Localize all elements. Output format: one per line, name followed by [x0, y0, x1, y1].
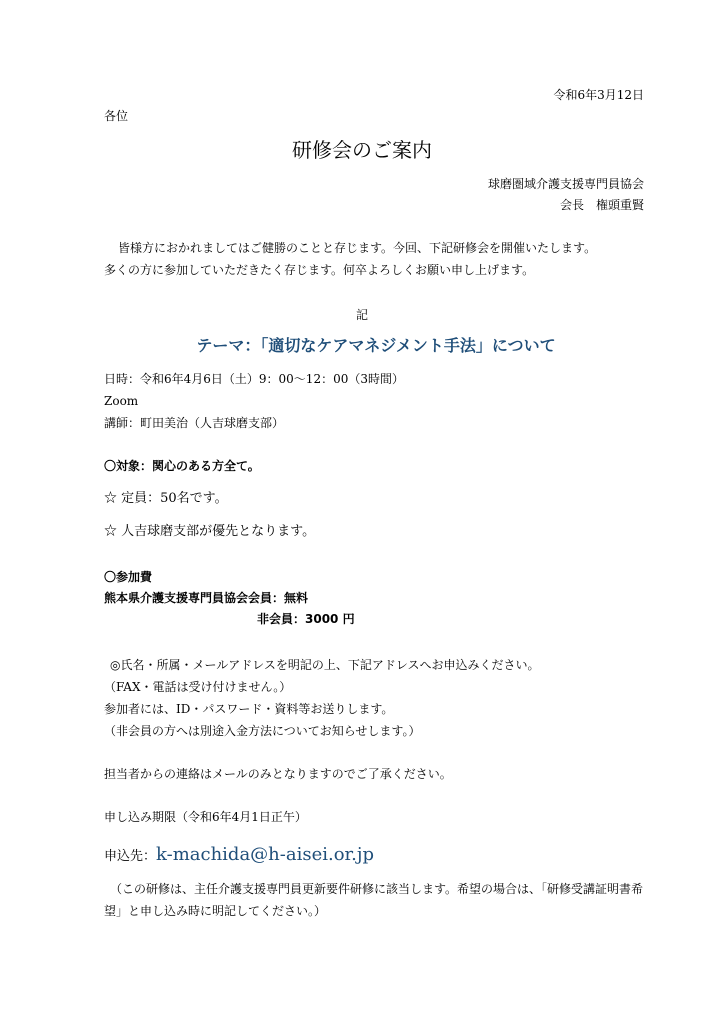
capacity-note: ☆ 定員：50名です。: [104, 491, 228, 506]
greeting-line-2: 多くの方に参加していただきたく存じます。何卒よろしくお願い申し上げます。: [104, 263, 535, 277]
application-materials: 参加者には、ID・パスワード・資料等お送りします。: [104, 702, 394, 716]
application-no-fax: （FAX・電話は受け付けません。）: [104, 680, 292, 694]
greeting-line-1: 皆様方におかれましてはご健勝のことと存じます。今回、下記研修会を開催いたします。: [118, 241, 597, 255]
email-label: 申込先：: [104, 849, 157, 864]
president-name: 会長 権頭重賢: [559, 198, 644, 212]
application-instructions: ◎氏名・所属・メールアドレスを明記の上、下記アドレスへお申込みください。: [110, 658, 540, 672]
application-payment-note: （非会員の方へは別途入金方法についてお知らせします。）: [104, 724, 421, 738]
event-venue: Zoom: [104, 394, 139, 408]
theme-heading: テーマ：「適切なケアマネジメント手法」について: [196, 336, 556, 355]
fee-heading: 〇参加費: [104, 570, 153, 584]
email-link[interactable]: k-machida@h-aisei.or.jp: [156, 844, 374, 865]
priority-note: ☆ 人吉球磨支部が優先となります。: [104, 524, 316, 539]
fee-nonmember: 非会員：3000 円: [257, 612, 355, 626]
addressee: 各位: [104, 109, 129, 123]
target-audience: 〇対象：関心のある方全て。: [104, 459, 260, 473]
footnote-line-1: （この研修は、主任介護支援専門員更新要件研修に該当します。希望の場合は、「研修受講証明書希: [110, 882, 644, 896]
document-date: 令和6年3月12日: [553, 88, 644, 102]
ki-mark: 記: [355, 308, 368, 322]
fee-member: 熊本県介護支援専門員協会会員：無料: [104, 591, 309, 605]
footnote-line-2: 望」と申し込み時に明記してください。）: [104, 904, 327, 918]
contact-note: 担当者からの連絡はメールのみとなりますのでご了承ください。: [104, 767, 452, 781]
organization-name: 球磨圏域介護支援専門員協会: [487, 177, 644, 191]
application-deadline: 申し込み期限（令和6年4月1日正午）: [104, 810, 307, 824]
page-title: 研修会のご案内: [292, 138, 432, 162]
application-address: [104, 844, 374, 866]
event-lecturer: 講師：町田美治（人吉球磨支部）: [104, 416, 285, 430]
event-datetime: 日時：令和6年4月6日（土）9：00～12：00（3時間）: [104, 372, 404, 386]
